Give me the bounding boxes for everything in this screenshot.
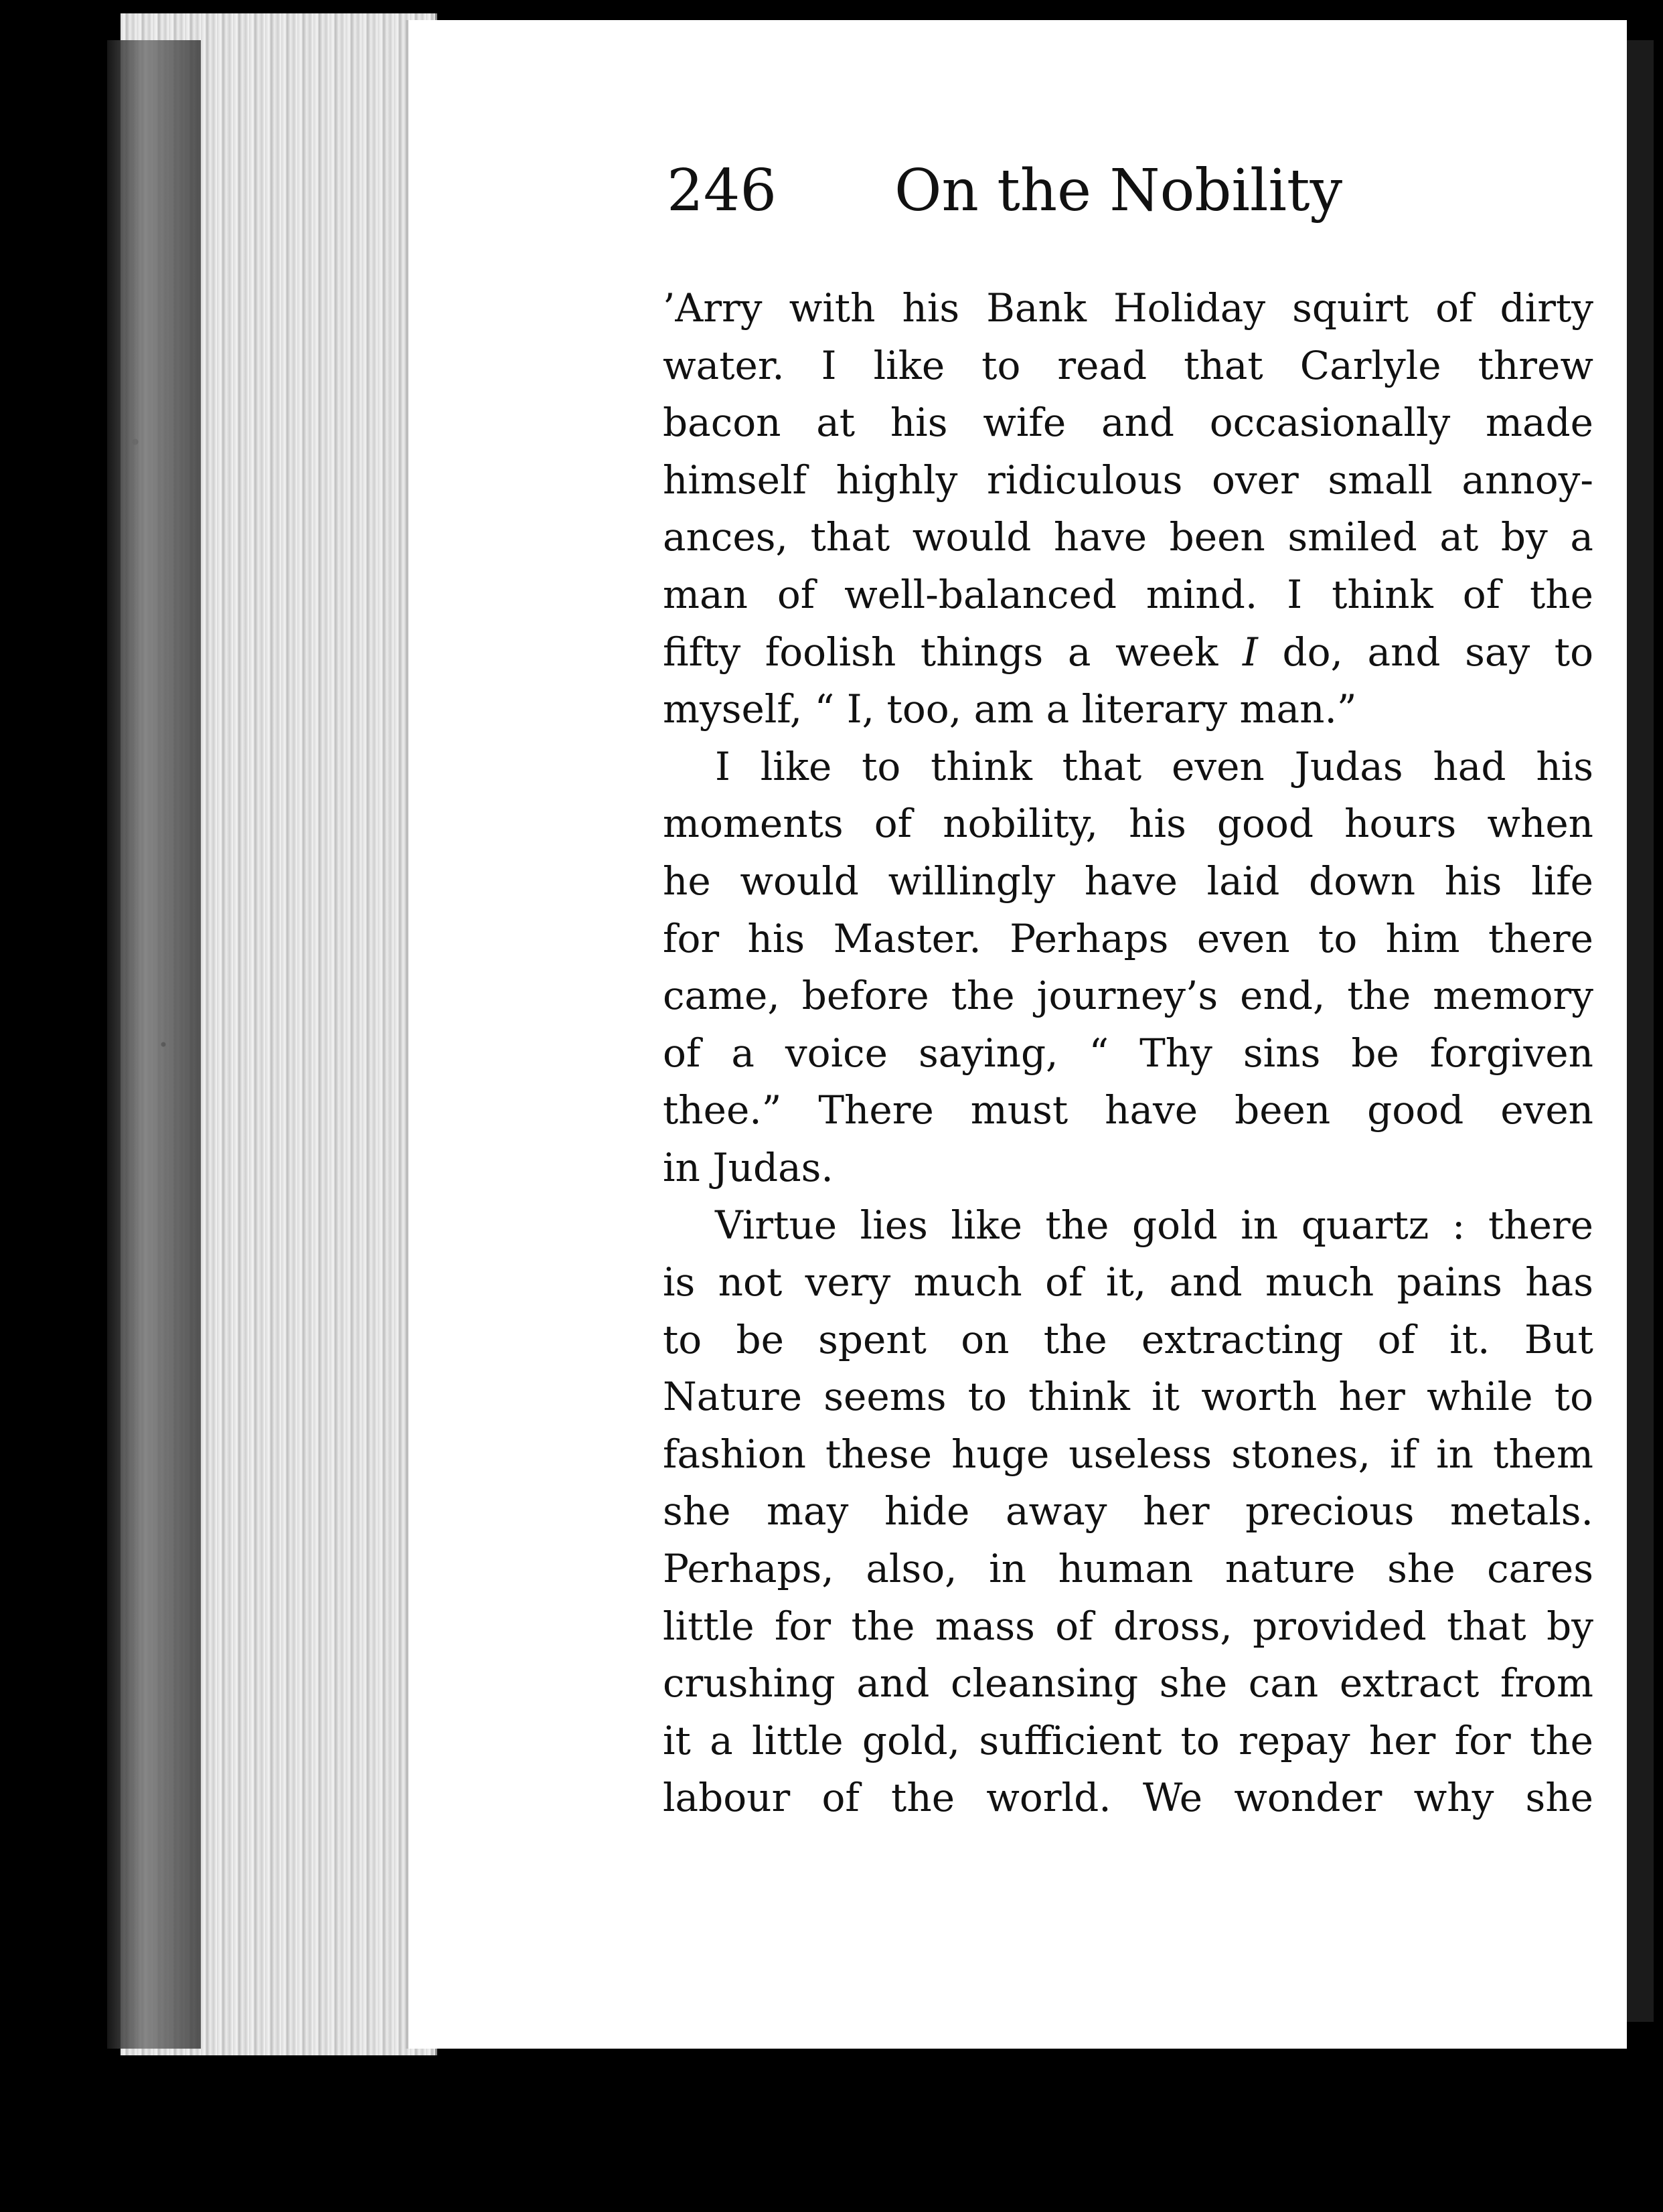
text-line: ’Arry with his Bank Holiday squirt of dirty bbox=[663, 285, 1593, 331]
running-head bbox=[667, 157, 1370, 238]
text-line: little for the mass of dross, provided that by bbox=[663, 1603, 1593, 1649]
text-run: do, and say to bbox=[1257, 629, 1593, 675]
text-line: came, before the journey’s end, the memory bbox=[663, 973, 1593, 1019]
paragraph-first-line: I like to think that even Judas had his bbox=[715, 743, 1593, 789]
text-line: Perhaps, also, in human nature she cares bbox=[663, 1546, 1593, 1592]
page-number: 246 bbox=[667, 157, 777, 224]
running-title: On the Nobility bbox=[894, 157, 1343, 224]
text-line: crushing and cleansing she can extract from bbox=[663, 1660, 1593, 1707]
text-line: himself highly ridiculous over small annoy- bbox=[663, 457, 1593, 503]
text-line: he would willingly have laid down his life bbox=[663, 858, 1593, 904]
text-line: is not very much of it, and much pains has bbox=[663, 1259, 1593, 1306]
text-line: water. I like to read that Carlyle threw bbox=[663, 342, 1593, 388]
text-line: ances, that would have been smiled at by a bbox=[663, 514, 1593, 560]
page-edges-shadow bbox=[107, 40, 201, 2049]
text-line: labour of the world. We wonder why she bbox=[663, 1775, 1593, 1821]
text-line: moments of nobility, his good hours when bbox=[663, 801, 1593, 847]
text-line: bacon at his wife and occasionally made bbox=[663, 400, 1593, 446]
text-line: man of well-balanced mind. I think of the bbox=[663, 571, 1593, 617]
text-line: it a little gold, sufficient to repay her for the bbox=[663, 1717, 1593, 1763]
text-line: Nature seems to think it worth her while to bbox=[663, 1374, 1593, 1420]
text-line bbox=[663, 624, 1593, 682]
text-line: thee.” There must have been good even bbox=[663, 1087, 1593, 1133]
text-line: in Judas. bbox=[663, 1144, 834, 1190]
text-line: myself, “ I, too, am a literary man.” bbox=[663, 686, 1357, 732]
paragraph-first-line: Virtue lies like the gold in quartz : there bbox=[715, 1202, 1593, 1248]
text-line: she may hide away her precious metals. bbox=[663, 1488, 1593, 1534]
text-line: of a voice saying, “ Thy sins be forgiven bbox=[663, 1030, 1593, 1076]
text-line: to be spent on the extracting of it. But bbox=[663, 1316, 1593, 1362]
text-line: fashion these huge useless stones, if in them bbox=[663, 1431, 1593, 1477]
gutter-shadow bbox=[1627, 40, 1654, 2022]
body-text bbox=[663, 280, 1593, 1827]
text-line: for his Master. Perhaps even to him there bbox=[663, 915, 1593, 961]
italic-word: I bbox=[1242, 629, 1258, 675]
text-run: fifty foolish things a week bbox=[663, 629, 1243, 675]
